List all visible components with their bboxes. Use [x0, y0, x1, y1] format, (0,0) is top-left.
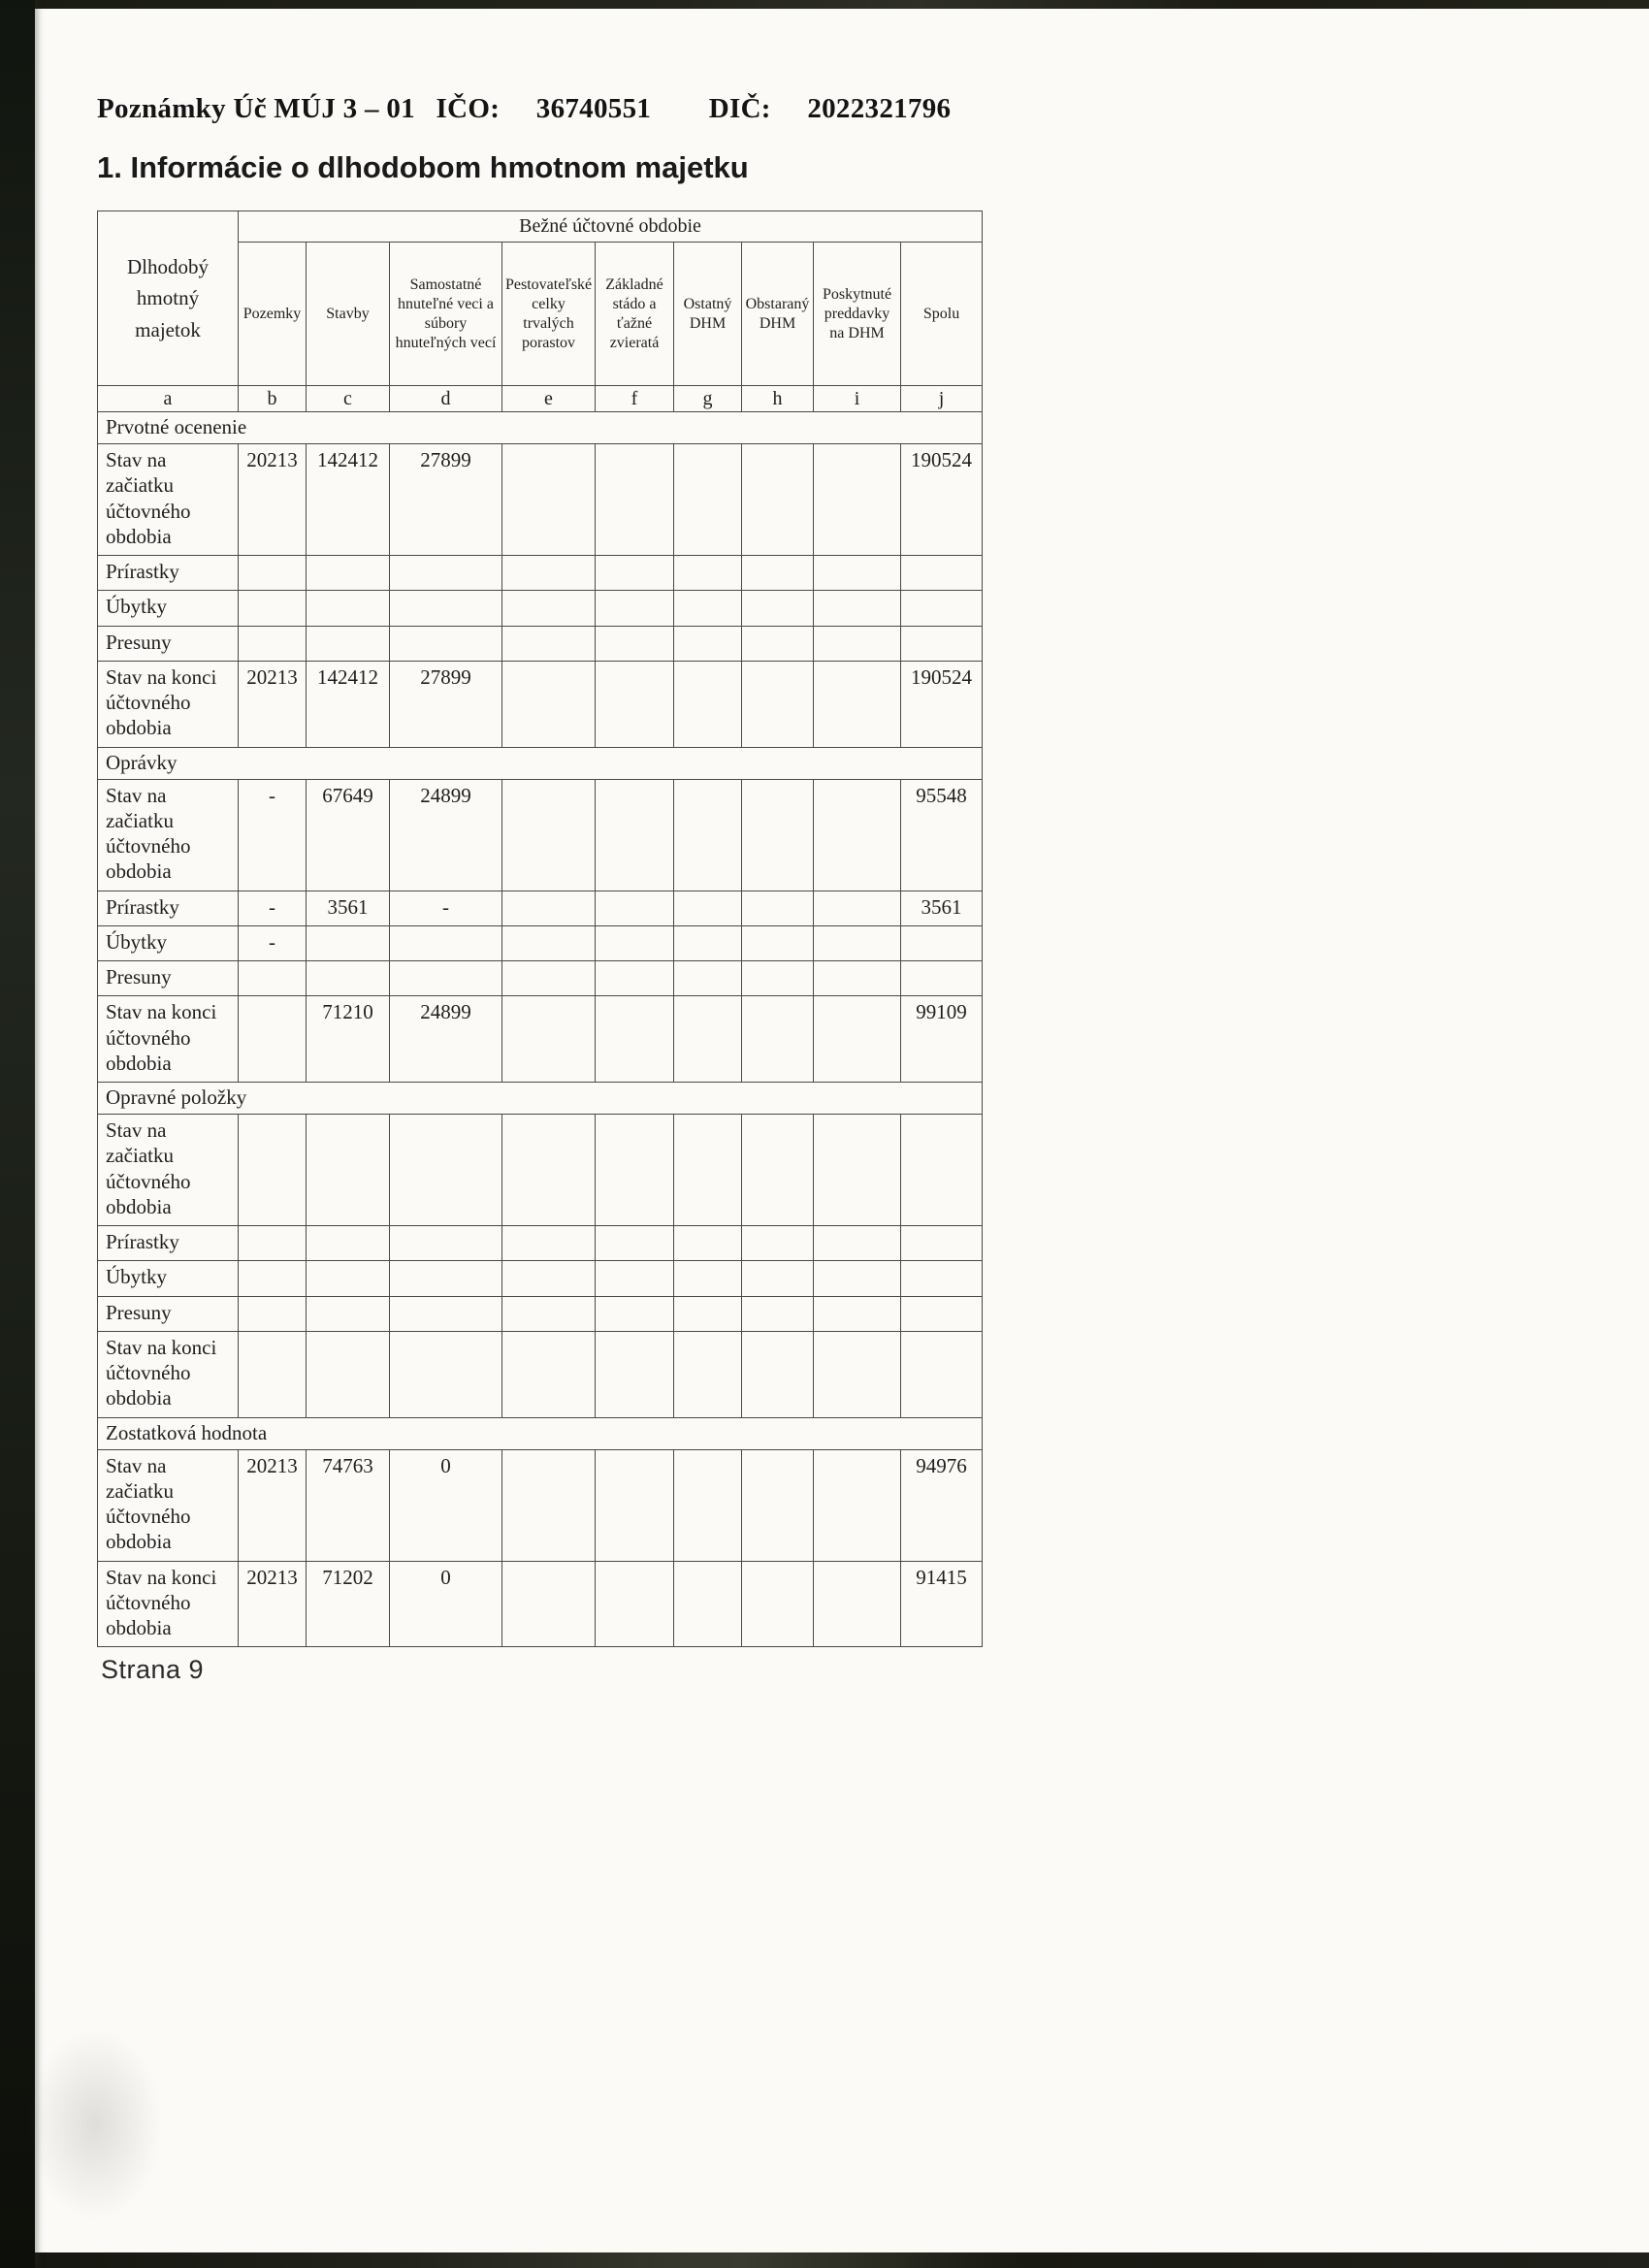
scan-artifact-left-edge [0, 0, 35, 2268]
value-cell-c [307, 1261, 390, 1296]
table-row [98, 961, 983, 996]
value-cell-h [742, 1296, 814, 1331]
table-row [98, 626, 983, 661]
column-header-b: Pozemky [239, 243, 307, 386]
row-label: Prírastky [98, 891, 239, 925]
column-header-h: Obstaraný DHM [742, 243, 814, 386]
scan-artifact-bottom-edge [0, 2252, 1649, 2268]
value-cell-d: 0 [390, 1449, 502, 1561]
value-cell-d [390, 626, 502, 661]
value-cell-d: 0 [390, 1561, 502, 1647]
value-cell-g [674, 925, 742, 960]
value-cell-g [674, 779, 742, 891]
row-label: Úbytky [98, 591, 239, 626]
value-cell-i [814, 556, 901, 591]
value-cell-c [307, 961, 390, 996]
letter-cell-c: c [307, 386, 390, 412]
table-row [98, 1261, 983, 1296]
value-cell-c: 71210 [307, 996, 390, 1083]
value-cell-i [814, 1226, 901, 1261]
value-cell-i [814, 444, 901, 556]
value-cell-i [814, 996, 901, 1083]
value-cell-c [307, 626, 390, 661]
value-cell-g [674, 1331, 742, 1417]
section-row [98, 412, 983, 444]
value-cell-f [596, 1261, 674, 1296]
value-cell-i [814, 591, 901, 626]
value-cell-h [742, 961, 814, 996]
value-cell-h [742, 1226, 814, 1261]
value-cell-d [390, 1331, 502, 1417]
value-cell-e [502, 925, 596, 960]
value-cell-c [307, 1331, 390, 1417]
value-cell-d: - [390, 891, 502, 925]
value-cell-i [814, 1561, 901, 1647]
value-cell-e [502, 1226, 596, 1261]
row-label: Stav na konci účtovného obdobia [98, 661, 239, 747]
section-title: 1. Informácie o dlhodobom hmotnom majetku [97, 150, 749, 184]
value-cell-f [596, 1449, 674, 1561]
value-cell-e [502, 626, 596, 661]
value-cell-j: 99109 [901, 996, 983, 1083]
value-cell-h [742, 925, 814, 960]
value-cell-d: 24899 [390, 779, 502, 891]
table-corner-header: Dlhodobý hmotný majetok [98, 211, 239, 386]
row-label: Presuny [98, 1296, 239, 1331]
section-row [98, 1083, 983, 1115]
value-cell-g [674, 626, 742, 661]
value-cell-j [901, 1261, 983, 1296]
value-cell-d [390, 1115, 502, 1226]
value-cell-d [390, 925, 502, 960]
section-row [98, 747, 983, 779]
value-cell-b: - [239, 925, 307, 960]
value-cell-g [674, 556, 742, 591]
table-row [98, 779, 983, 891]
value-cell-b [239, 996, 307, 1083]
value-cell-c [307, 1296, 390, 1331]
value-cell-f [596, 891, 674, 925]
value-cell-j [901, 1226, 983, 1261]
table-row [98, 444, 983, 556]
value-cell-e [502, 1561, 596, 1647]
value-cell-i [814, 779, 901, 891]
value-cell-h [742, 1261, 814, 1296]
value-cell-i [814, 891, 901, 925]
value-cell-g [674, 1449, 742, 1561]
value-cell-f [596, 1296, 674, 1331]
value-cell-c [307, 1226, 390, 1261]
column-header-g: Ostatný DHM [674, 243, 742, 386]
value-cell-d: 24899 [390, 996, 502, 1083]
value-cell-f [596, 961, 674, 996]
value-cell-h [742, 1331, 814, 1417]
value-cell-d [390, 961, 502, 996]
value-cell-h [742, 444, 814, 556]
value-cell-b: 20213 [239, 1561, 307, 1647]
value-cell-b: 20213 [239, 444, 307, 556]
row-label: Stav na konci účtovného obdobia [98, 1561, 239, 1647]
value-cell-i [814, 626, 901, 661]
value-cell-j [901, 626, 983, 661]
value-cell-j: 190524 [901, 661, 983, 747]
row-label: Stav na začiatku účtovného obdobia [98, 1449, 239, 1561]
table-row [98, 1115, 983, 1226]
value-cell-f [596, 1226, 674, 1261]
value-cell-e [502, 556, 596, 591]
letter-cell-g: g [674, 386, 742, 412]
value-cell-f [596, 626, 674, 661]
value-cell-h [742, 591, 814, 626]
column-header-e: Pestovateľské celky trvalých porastov [502, 243, 596, 386]
value-cell-j: 95548 [901, 779, 983, 891]
value-cell-g [674, 1115, 742, 1226]
letter-cell-e: e [502, 386, 596, 412]
value-cell-f [596, 1331, 674, 1417]
row-label: Úbytky [98, 1261, 239, 1296]
period-header: Bežné účtovné obdobie [239, 211, 983, 243]
value-cell-d [390, 1296, 502, 1331]
value-cell-b [239, 1296, 307, 1331]
row-label: Úbytky [98, 925, 239, 960]
value-cell-g [674, 1226, 742, 1261]
value-cell-d [390, 1261, 502, 1296]
table-row [98, 1296, 983, 1331]
value-cell-b: 20213 [239, 1449, 307, 1561]
section-header: Oprávky [98, 747, 983, 779]
row-label: Stav na konci účtovného obdobia [98, 996, 239, 1083]
value-cell-h [742, 891, 814, 925]
dic-label: DIČ: [708, 93, 771, 124]
column-header-d: Samostatné hnuteľné veci a súbory hnuteľných vecí [390, 243, 502, 386]
column-header-c: Stavby [307, 243, 390, 386]
value-cell-j: 94976 [901, 1449, 983, 1561]
value-cell-c: 142412 [307, 661, 390, 747]
column-header-j: Spolu [901, 243, 983, 386]
value-cell-b [239, 1261, 307, 1296]
value-cell-b [239, 1115, 307, 1226]
value-cell-e [502, 961, 596, 996]
table-row [98, 996, 983, 1083]
value-cell-c: 71202 [307, 1561, 390, 1647]
row-label: Prírastky [98, 1226, 239, 1261]
value-cell-c [307, 591, 390, 626]
value-cell-j [901, 1296, 983, 1331]
value-cell-c: 142412 [307, 444, 390, 556]
value-cell-c: 67649 [307, 779, 390, 891]
value-cell-e [502, 1449, 596, 1561]
value-cell-d: 27899 [390, 661, 502, 747]
value-cell-g [674, 661, 742, 747]
document-header [97, 93, 1571, 125]
value-cell-h [742, 1561, 814, 1647]
letter-cell-j: j [901, 386, 983, 412]
value-cell-f [596, 1115, 674, 1226]
value-cell-c [307, 556, 390, 591]
value-cell-f [596, 591, 674, 626]
value-cell-g [674, 444, 742, 556]
value-cell-c: 3561 [307, 891, 390, 925]
letter-cell-a: a [98, 386, 239, 412]
table-row [98, 1331, 983, 1417]
value-cell-d [390, 591, 502, 626]
row-label: Stav na začiatku účtovného obdobia [98, 779, 239, 891]
row-label: Stav na začiatku účtovného obdobia [98, 1115, 239, 1226]
value-cell-f [596, 556, 674, 591]
table-row [98, 1226, 983, 1261]
value-cell-d [390, 1226, 502, 1261]
page-footer: Strana 9 [101, 1655, 205, 1685]
value-cell-j: 3561 [901, 891, 983, 925]
row-label: Presuny [98, 961, 239, 996]
value-cell-b [239, 591, 307, 626]
section-row [98, 1417, 983, 1449]
table-row [98, 891, 983, 925]
value-cell-h [742, 779, 814, 891]
value-cell-h [742, 996, 814, 1083]
value-cell-f [596, 779, 674, 891]
value-cell-d: 27899 [390, 444, 502, 556]
value-cell-f [596, 996, 674, 1083]
column-header-f: Základné stádo a ťažné zvieratá [596, 243, 674, 386]
value-cell-g [674, 961, 742, 996]
value-cell-e [502, 779, 596, 891]
value-cell-j [901, 925, 983, 960]
letter-cell-d: d [390, 386, 502, 412]
table-row [98, 925, 983, 960]
value-cell-i [814, 1331, 901, 1417]
value-cell-e [502, 591, 596, 626]
value-cell-h [742, 661, 814, 747]
value-cell-h [742, 556, 814, 591]
value-cell-b [239, 1226, 307, 1261]
ico-label: IČO: [436, 93, 501, 124]
section-header: Prvotné ocenenie [98, 412, 983, 444]
table-row [98, 1561, 983, 1647]
letter-cell-i: i [814, 386, 901, 412]
value-cell-i [814, 961, 901, 996]
table-row [98, 661, 983, 747]
value-cell-h [742, 1449, 814, 1561]
value-cell-g [674, 996, 742, 1083]
value-cell-i [814, 1115, 901, 1226]
value-cell-j: 190524 [901, 444, 983, 556]
scan-artifact-smudge [27, 2027, 163, 2221]
value-cell-i [814, 661, 901, 747]
value-cell-e [502, 1331, 596, 1417]
ico-value: 36740551 [535, 93, 652, 124]
value-cell-b [239, 626, 307, 661]
value-cell-i [814, 1449, 901, 1561]
value-cell-b [239, 1331, 307, 1417]
value-cell-g [674, 1261, 742, 1296]
value-cell-e [502, 1115, 596, 1226]
value-cell-i [814, 925, 901, 960]
column-header-i: Poskytnuté preddavky na DHM [814, 243, 901, 386]
row-label: Stav na začiatku účtovného obdobia [98, 444, 239, 556]
value-cell-h [742, 1115, 814, 1226]
value-cell-b: 20213 [239, 661, 307, 747]
value-cell-b [239, 556, 307, 591]
table-row [98, 556, 983, 591]
value-cell-j [901, 1331, 983, 1417]
value-cell-e [502, 1261, 596, 1296]
value-cell-j [901, 591, 983, 626]
table-row [98, 591, 983, 626]
value-cell-g [674, 1561, 742, 1647]
value-cell-c: 74763 [307, 1449, 390, 1561]
value-cell-j [901, 1115, 983, 1226]
value-cell-h [742, 626, 814, 661]
row-label: Prírastky [98, 556, 239, 591]
letter-cell-h: h [742, 386, 814, 412]
value-cell-e [502, 444, 596, 556]
page-content [97, 93, 1571, 1685]
value-cell-i [814, 1261, 901, 1296]
value-cell-f [596, 925, 674, 960]
value-cell-b: - [239, 891, 307, 925]
value-cell-f [596, 661, 674, 747]
value-cell-f [596, 444, 674, 556]
value-cell-d [390, 556, 502, 591]
value-cell-c [307, 1115, 390, 1226]
value-cell-i [814, 1296, 901, 1331]
form-label: Poznámky Úč MÚJ 3 – 01 [97, 93, 415, 124]
value-cell-e [502, 661, 596, 747]
scan-artifact-top-edge [29, 0, 1649, 9]
value-cell-j: 91415 [901, 1561, 983, 1647]
value-cell-e [502, 1296, 596, 1331]
value-cell-g [674, 891, 742, 925]
value-cell-f [596, 1561, 674, 1647]
assets-table [97, 211, 983, 1647]
value-cell-g [674, 591, 742, 626]
section-header: Zostatková hodnota [98, 1417, 983, 1449]
value-cell-e [502, 891, 596, 925]
table-row [98, 1449, 983, 1561]
section-header: Opravné položky [98, 1083, 983, 1115]
value-cell-j [901, 961, 983, 996]
letter-cell-f: f [596, 386, 674, 412]
row-label: Stav na konci účtovného obdobia [98, 1331, 239, 1417]
value-cell-e [502, 996, 596, 1083]
row-label: Presuny [98, 626, 239, 661]
value-cell-b [239, 961, 307, 996]
value-cell-g [674, 1296, 742, 1331]
dic-value: 2022321796 [807, 93, 952, 124]
value-cell-j [901, 556, 983, 591]
letter-cell-b: b [239, 386, 307, 412]
value-cell-c [307, 925, 390, 960]
value-cell-b: - [239, 779, 307, 891]
